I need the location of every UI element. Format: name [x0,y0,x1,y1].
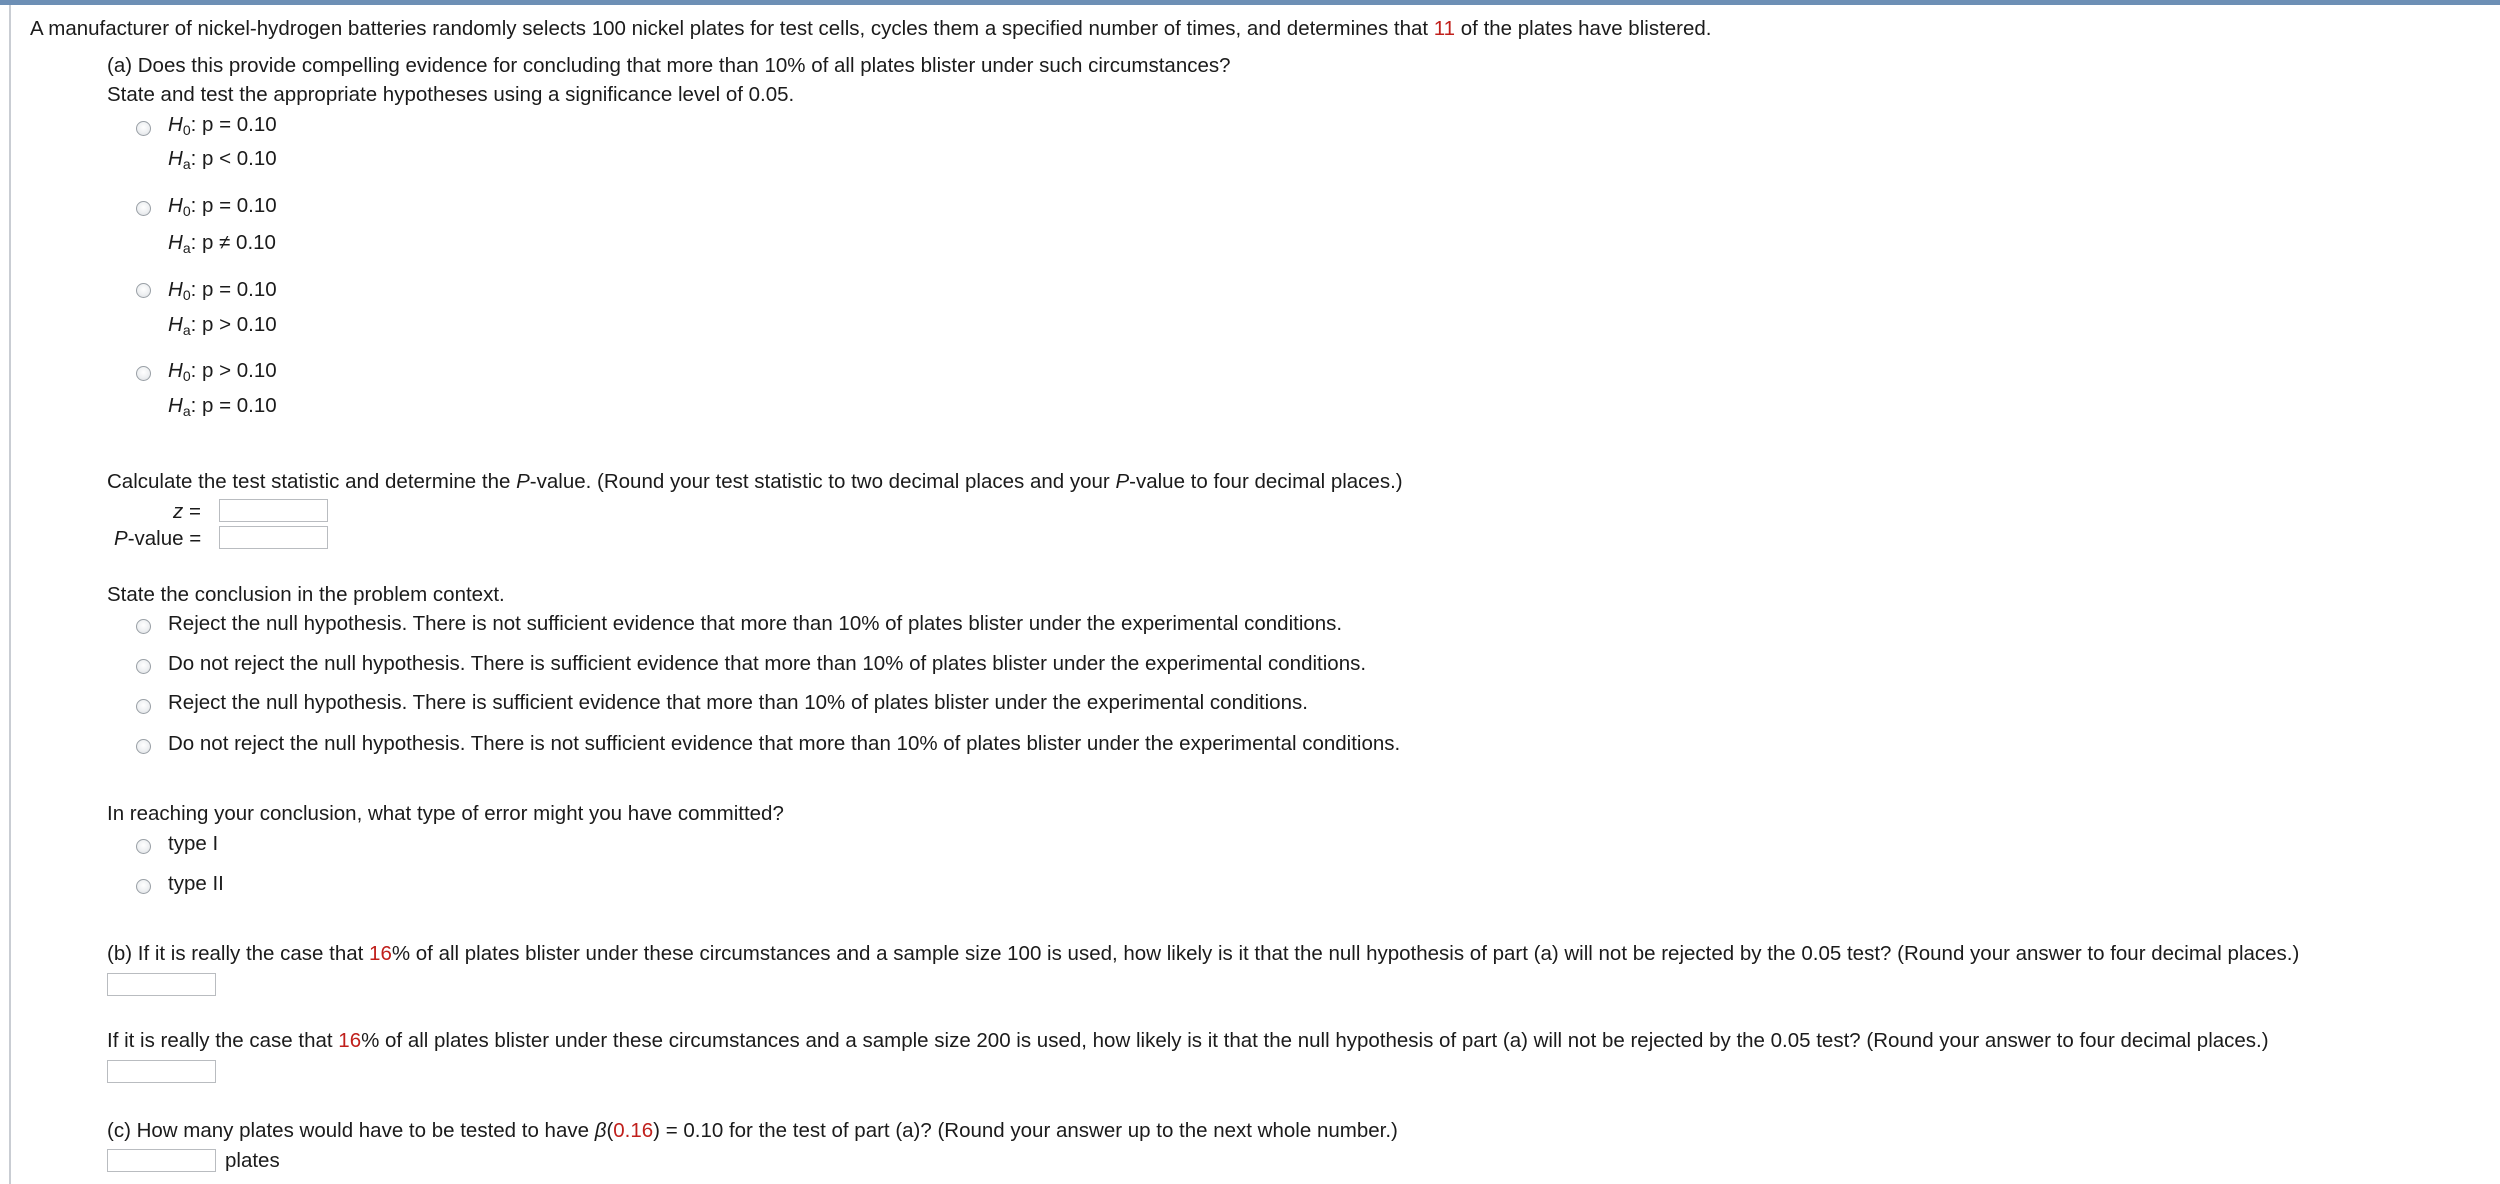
conclusion-option-1: Reject the null hypothesis. There is not sufficient evidence that more than 10% of plates blister under the experimental conditions. [168,612,1343,635]
hypothesis-1-ha: $H_a$: p < 0.10 [168,147,277,172]
part-c-question [107,1119,1398,1143]
equals-sign: = [183,500,201,523]
calc-text: Calculate the test statistic and determine the [107,470,517,493]
problem-intro [30,17,1712,41]
part-b-q2-text: If it is really the case that [107,1029,339,1052]
paren-open: ( [606,1119,614,1142]
intro-plate-count: 11 [1433,17,1456,40]
error-option-type-1: type I [168,832,219,855]
top-border [0,0,2500,5]
part-b-q1-percent: 16 [369,942,392,965]
h0-text: : p = 0.10 [190,194,277,217]
part-a-instruction: State and test the appropriate hypotheses using a significance level of 0.05. [107,83,795,106]
conclusion-option-3: Reject the null hypothesis. There is sufficient evidence that more than 10% of plates blister under the experimental conditions. [168,691,1308,714]
part-b-q1-text: (b) If it is really the case that [107,942,370,965]
part-c-text-end: ) = 0.10 for the test of part (a)? (Round your answer up to the next whole number.) [653,1119,1398,1142]
conclusion-option-4: Do not reject the null hypothesis. There is not sufficient evidence that more than 10% of plates blister under the experimental conditions. [168,732,1401,755]
part-a-question: (a) Does this provide compelling evidence for concluding that more than 10% of all plates blister under such circumstances? [107,54,1231,77]
calc-p2: P [1115,470,1130,493]
hypothesis-3-ha: $H_a$: p > 0.10 [168,313,277,338]
hypothesis-2-h0: $H_0$: p = 0.10 [168,194,277,219]
conclusion-prompt: State the conclusion in the problem context. [107,583,505,606]
ha-text: : p < 0.10 [190,147,277,170]
conclusion-radio-4[interactable] [136,739,151,754]
z-symbol: z [173,500,184,523]
conclusion-radio-3[interactable] [136,699,151,714]
part-b-answer-2-input[interactable] [107,1060,216,1083]
h0-text: : p = 0.10 [190,278,277,301]
hypothesis-1-h0: $H_0$: p = 0.10 [168,113,277,138]
hypothesis-radio-1[interactable] [136,121,151,136]
ha-text: : p ≠ 0.10 [190,231,276,254]
intro-text: A manufacturer of nickel-hydrogen batteries randomly selects 100 nickel plates for test cells, cycles them a specified number of times, and determines that [30,17,1434,40]
calc-instruction [107,470,1403,494]
hypothesis-2-ha: $H_a$: p ≠ 0.10 [168,231,276,256]
part-c-unit: plates [225,1149,280,1172]
hypothesis-radio-2[interactable] [136,201,151,216]
part-c-text: (c) How many plates would have to be tested to have [107,1119,595,1142]
part-c-value: 0.16 [613,1119,654,1142]
conclusion-radio-1[interactable] [136,619,151,634]
part-b-question-2 [107,1029,2269,1053]
p-symbol: P [114,527,128,550]
h0-text: : p > 0.10 [190,359,277,382]
error-radio-type-1[interactable] [136,839,151,854]
z-input[interactable] [219,499,328,522]
left-border [9,5,11,1184]
error-option-type-2: type II [168,872,224,895]
hypothesis-4-h0: $H_0$: p > 0.10 [168,359,277,384]
intro-text-end: of the plates have blistered. [1455,17,1712,40]
part-c-answer-input[interactable] [107,1149,216,1172]
part-b-q1-text-end: % of all plates blister under these circumstances and a sample size 100 is used, how likely is it that the null hypothesis of part (a) will not be rejected by the 0.05 test? (Round your answer to four decimal places.) [391,942,2300,965]
hypothesis-3-h0: $H_0$: p = 0.10 [168,278,277,303]
p-value-label-text: -value = [127,527,202,550]
ha-text: : p = 0.10 [190,394,277,417]
conclusion-radio-2[interactable] [136,659,151,674]
p-value-label [114,527,201,551]
calc-p: P [516,470,530,493]
part-b-q2-percent: 16 [338,1029,362,1052]
beta-symbol: β [594,1119,607,1142]
z-label [173,500,201,524]
part-b-q2-text-end: % of all plates blister under these circumstances and a sample size 200 is used, how likely is it that the null hypothesis of part (a) will not be rejected by the 0.05 test? (Round your answer to four decimal places.) [361,1029,2269,1052]
ha-text: : p > 0.10 [190,313,277,336]
h0-text: : p = 0.10 [190,113,277,136]
p-value-input[interactable] [219,526,328,549]
conclusion-option-2: Do not reject the null hypothesis. There is sufficient evidence that more than 10% of plates blister under the experimental conditions. [168,652,1367,675]
error-radio-type-2[interactable] [136,879,151,894]
hypothesis-radio-3[interactable] [136,283,151,298]
calc-text-mid: -value. (Round your test statistic to two decimal places and your [529,470,1116,493]
hypothesis-radio-4[interactable] [136,366,151,381]
error-prompt: In reaching your conclusion, what type of error might you have committed? [107,802,784,825]
calc-text-end: -value to four decimal places.) [1129,470,1403,493]
hypothesis-4-ha: $H_a$: p = 0.10 [168,394,277,419]
part-b-answer-1-input[interactable] [107,973,216,996]
part-b-question-1 [107,942,2299,966]
